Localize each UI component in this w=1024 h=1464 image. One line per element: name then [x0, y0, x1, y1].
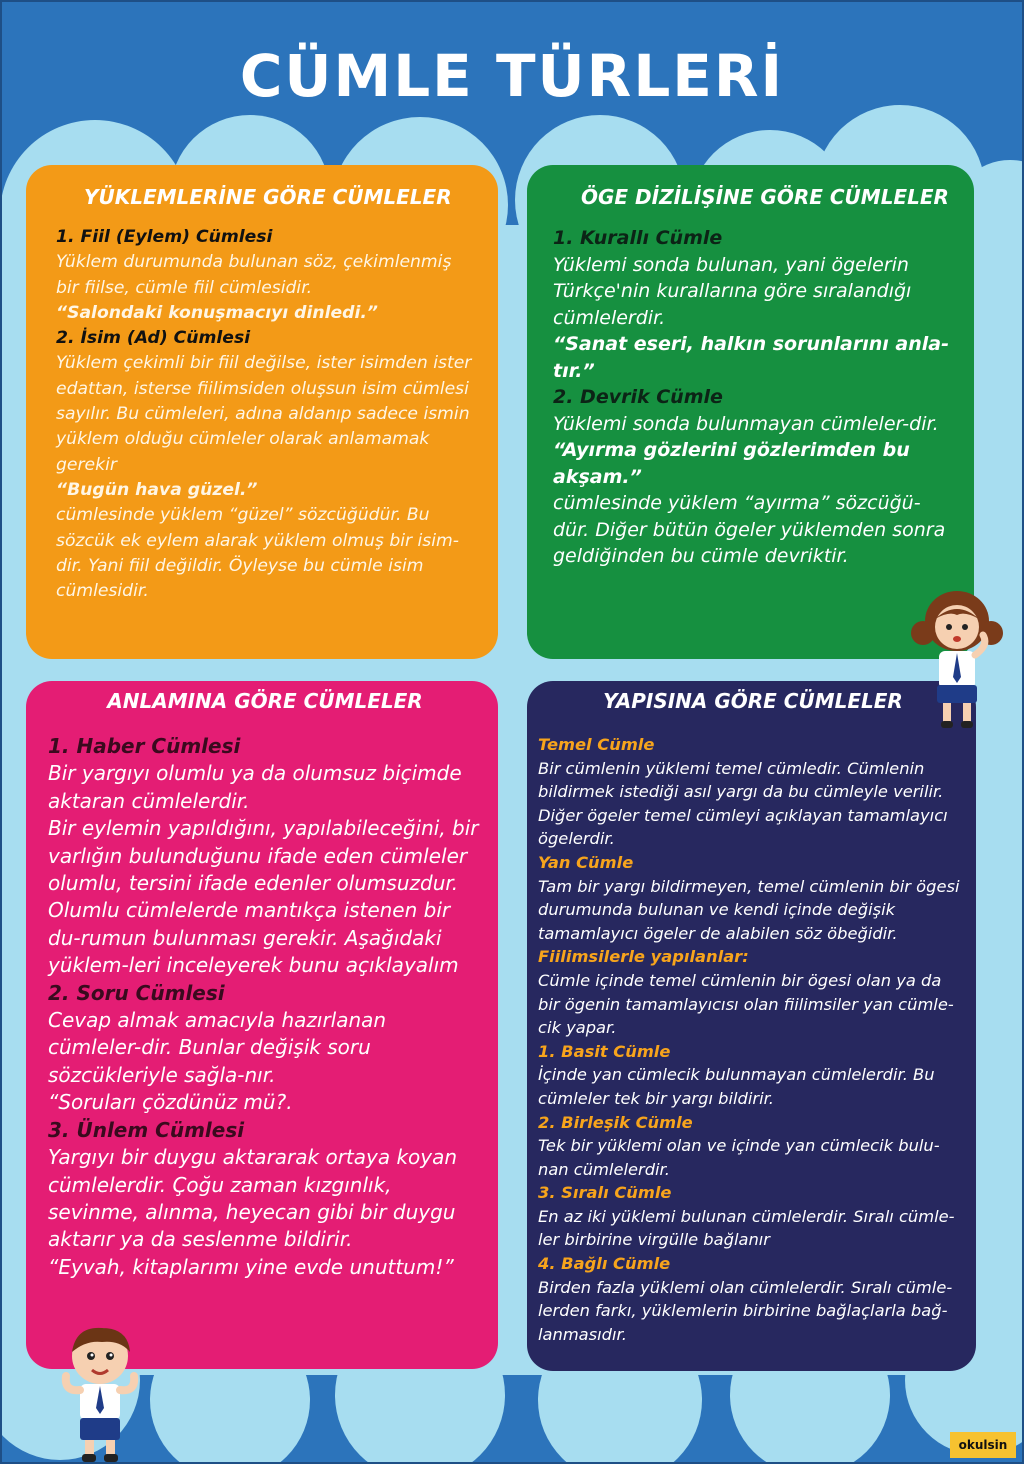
section-heading: Temel Cümle — [538, 735, 655, 754]
section-text: Yüklemi sonda bulunmayan cümleler-dir. — [553, 412, 939, 435]
panel-body — [553, 225, 952, 570]
panel-heading: YAPISINA GÖRE CÜMLELER — [603, 689, 903, 713]
section-heading: 4. Bağlı Cümle — [538, 1254, 671, 1274]
section-text: Yüklemi sonda bulunan, yani ögelerin Türkçe'nin kurallarına göre sıralandığı cümlelerdir. — [553, 253, 912, 329]
section-heading: 1. Basit Cümle — [538, 1041, 671, 1061]
section-heading: 2. Birleşik Cümle — [538, 1112, 693, 1132]
section-heading: 2. İsim (Ad) Cümlesi — [56, 328, 251, 349]
section-text: Bir eylemin yapıldığını, yapılabileceğini, bir varlığın bulunduğunu ifade eden cümleler olumlu, tersini ifade edenler olumsuzdur. Olumlu cümlelerde mantıkça istenen bir du-rumun bulunması gerekir. Aşağıdaki yüklem-leri inceleyerek bunu açıklayalım — [48, 816, 479, 978]
panel-heading: ANLAMINA GÖRE CÜMLELER — [107, 689, 423, 713]
panel-yuklem — [26, 165, 498, 659]
section-text: Yüklem çekimli bir fiil değilse, ister isimden ister edattan, isterse fiilimsiden oluşsun isim cümlesi sayılır. Bu cümleleri, adına aldanıp sadece ismin yüklem olduğu cümleler olarak anlamamak gerekir — [56, 353, 472, 475]
panel-heading: ÖGE DİZİLİŞİNE GÖRE CÜMLELER — [581, 185, 949, 209]
section-heading: 3. Ünlem Cümlesi — [48, 1117, 245, 1142]
section-text: En az iki yüklemi bulunan cümlelerdir. Sıralı cümle-ler birbirine virgülle bağlanır — [538, 1206, 955, 1250]
section-text: Bir cümlenin yüklemi temel cümledir. Cümlenin bildirmek istediği asıl yargı da bu cümleyle verilir. Diğer ögeler temel cümleyi açıklayan tamamlayıcı ögelerdir. — [538, 758, 948, 849]
section-text: cümlesinde yüklem “ayırma” sözcüğü-dür. Diğer bütün ögeler yüklemden sonra geldiğinden bu cümle devriktir. — [553, 492, 946, 567]
example-quote: “Ayırma gözlerini gözlerimden bu akşam.” — [553, 439, 910, 488]
section-text: cümlesinde yüklem “güzel” sözcüğüdür. Bu sözcük ek eylem alarak yüklem olmuş bir isim-dir. Yani fiil değildir. Öyleyse bu cümle isim cümlesidir. — [56, 505, 459, 602]
example-quote: “Sanat eseri, halkın sorunlarını anla-tır.” — [553, 333, 949, 382]
boy-student-illustration — [50, 1322, 150, 1464]
section-text: Birden fazla yüklemi olan cümlelerdir. Sıralı cümle-lerden farkı, yüklemlerin birbirine bağlaçlarla bağ-lanmasıdır. — [538, 1277, 953, 1344]
panel-yapi — [527, 681, 976, 1371]
panel-body — [56, 225, 476, 604]
publisher-logo: okulsin — [950, 1432, 1016, 1458]
section-text: İçinde yan cümlecik bulunmayan cümlelerdir. Bu cümleler tek bir yargı bildirir. — [538, 1065, 935, 1108]
section-heading: 1. Fiil (Eylem) Cümlesi — [56, 227, 273, 247]
section-heading: Yan Cümle — [538, 852, 634, 872]
section-heading: 2. Devrik Cümle — [553, 386, 723, 408]
example-quote: “Soruları çözdünüz mü?. — [48, 1090, 293, 1115]
panel-heading: YÜKLEMLERİNE GÖRE CÜMLELER — [84, 185, 452, 209]
panel-body — [48, 733, 482, 1281]
section-text: Cevap almak amacıyla hazırlanan cümleler-dir. Bunlar değişik soru sözcükleriyle sağla-nır. — [48, 1008, 387, 1087]
section-heading: 1. Haber Cümlesi — [48, 734, 241, 758]
section-heading: 1. Kurallı Cümle — [553, 227, 723, 249]
section-text: Cümle içinde temel cümlenin bir ögesi olan ya da bir ögenin tamamlayıcısı olan fiilimsiler yan cümle-cik yapar. — [538, 970, 954, 1038]
girl-student-illustration — [905, 585, 1005, 735]
example-quote: “Bugün hava güzel.” — [56, 479, 258, 500]
section-text: Bir yargıyı olumlu ya da olumsuz biçimde aktaran cümlelerdir. — [48, 761, 462, 813]
section-text: Tam bir yargı bildirmeyen, temel cümlenin bir ögesi durumunda bulunan ve kendi içinde değişik tamamlayıcı ögeler de alabilen söz öbeğidir. — [538, 876, 960, 943]
section-heading: 3. Sıralı Cümle — [538, 1183, 672, 1203]
section-text: Tek bir yüklemi olan ve içinde yan cümlecik bulu-nan cümlelerdir. — [538, 1136, 940, 1179]
section-heading: Fiilimsilerle yapılanlar: — [538, 947, 749, 967]
poster-title: CÜMLE TÜRLERİ — [239, 42, 785, 110]
section-heading: 2. Soru Cümlesi — [48, 980, 225, 1005]
section-text: Yargıyı bir duygu aktararak ortaya koyan cümlelerdir. Çoğu zaman kızgınlık, sevinme, alınma, heyecan gibi bir duygu aktarır ya da seslenme bildirir. — [48, 1145, 458, 1252]
panel-anlam — [26, 681, 498, 1369]
example-quote: “Eyvah, kitaplarımı yine evde unuttum!” — [48, 1254, 454, 1279]
section-text: Yüklem durumunda bulunan söz, çekimlenmiş bir fiilse, cümle fiil cümlesidir. — [56, 252, 452, 298]
example-quote: “Salondaki konuşmacıyı dinledi.” — [56, 302, 378, 323]
panel-body — [538, 733, 968, 1346]
